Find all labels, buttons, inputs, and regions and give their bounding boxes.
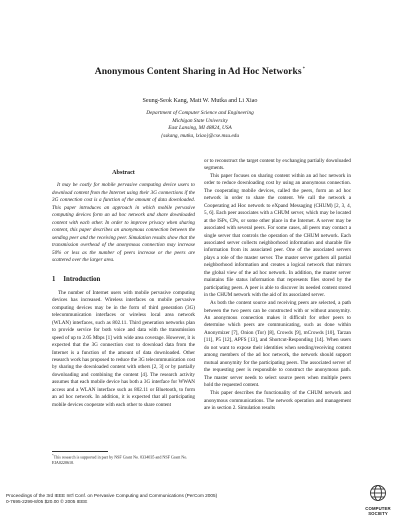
footnote-text: This research is supported in part by NSF Grant No. 0334035 and NSF Grant No. EIA0220610. [52, 454, 188, 465]
body-paragraph: This paper describes the functionality of the CHUM network and anonymous communications. The network operation and management are in section 2. Simulation results [204, 390, 351, 411]
ieee-computer-society-logo [362, 484, 394, 516]
right-column [204, 158, 351, 412]
affiliation-email: {sskang, mutka, lxiao}@cse.msu.edu [161, 133, 239, 140]
footnote-marker: * [52, 453, 54, 457]
ieee-logo-icon [367, 484, 389, 502]
intro-section-number: 1 [52, 276, 56, 284]
proceedings-footer [6, 493, 326, 505]
logo-text-line: SOCIETY [368, 510, 388, 516]
author-list: Seung-Seok Kang, Matt W. Mutka and Li Xiao [142, 98, 258, 104]
proceedings-isbn: 0-7695-2299-8/05 $20.00 © 2005 IEEE [6, 499, 88, 505]
affiliation-university: Michigan State University [172, 117, 228, 124]
affiliation-block [0, 110, 400, 141]
footnote-divider [52, 451, 108, 452]
body-paragraph: or to reconstruct the target content by exchanging partially downloaded segments. [204, 158, 351, 172]
proceedings-title: Proceedings of the 3rd IEEE Int'l Conf. on Pervasive Computing and Communications (PerCom 2005) [6, 493, 218, 498]
logo-text-line: COMPUTER [365, 506, 391, 511]
title-footnote-marker: * [302, 67, 306, 72]
intro-heading [52, 276, 195, 283]
affiliation-department: Department of Computer Science and Engineering [146, 110, 254, 116]
paper-title-text: Anonymous Content Sharing in Ad Hoc Networks [94, 66, 302, 77]
intro-heading-text: Introduction [63, 276, 101, 284]
footnote [52, 453, 195, 466]
intro-paragraph: The number of Internet users with mobile pervasive computing devices has increased. Wireless interfaces on mobile pervasive computing devices may be in the form of third generation (3G) telecommunication interfaces or wireless local area network (WLAN) interfaces, such as 802.11. Third generation networks plan to provide service for both voice and data with the transmission speed of up to 2.05 Mbps [1] with wide area coverage. However, it is expected that the 3G connection cost to download data from the Internet is a function of the amount of data downloaded. Other research work has proposed to reduce the 3G telecommunication cost by sharing the downloaded content with others [2, 3] or by partially downloading and combining the content [4]. The research activity assumes that each mobile device has both a 3G interface for WWAN access and a WLAN interface such as 802.11 or Bluetooth, to form an ad hoc network. In addition, it is expected that all participating mobile devices cooperate with each other to share content [52, 289, 195, 408]
affiliation-address: East Lansing, MI 48824, USA [168, 125, 232, 132]
abstract-text: It may be costly for mobile pervasive computing device users to download content from the Internet using their 3G connections if the 3G connection cost is a function of the amount of data downloaded. This paper introduces an approach in which mobile pervasive computing devices form an ad hoc network and share downloaded content with each other. In order to improve privacy when sharing content, this paper describes an anonymous connection between the sending peer and the receiving peer. Simulation results show that the transmission overhead of the anonymous connection may increase 50% or less as the number of peers increase or the peers are scattered over the larger area. [52, 182, 195, 263]
paper-title [0, 66, 400, 77]
left-column [52, 170, 195, 409]
body-paragraph: As both the content source and receiving peers are selected, a path between the two peers can be constructed with or without anonymity. An anonymous connection makes it difficult for other peers to determine which peers are communicating, such as done within Anonymizer [7], Onion (Tor) [8], Crowds [9], mCrowds [10], Tarzan [11], P5 [12], APFS [13], and Shortcut-Responding [14]. When users do not want to expose their identities when sending/receiving content among members of the ad hoc network, the network should support mutual anonymity for the participating peers. The associated server of the requesting peer is responsible to construct the anonymous path. The master server needs to select source peers when multiple peers hold the requested content. [204, 300, 351, 389]
abstract-heading: Abstract [112, 170, 135, 176]
body-paragraph: This paper focuses on sharing content within an ad hoc network in order to reduce downloading cost by using an anonymous connection. The cooperating mobile devices, called the peers, form an ad hoc network in order to share the content. We call the network a Cooperating ad Hoc network to eXpand Messaging (CHUM) [2, 3, 4, 5, 6]. Each peer associates with a CHUM server, which may be located at the ISPs, CPs, or some other place in the Internet. A server may be associated with several peers. For some cases, all peers may contact a single server that controls the operation of the CHUM network. Each associated server collects neighborhood information and sharable file information from its associated peer. One of the associated servers plays a role of the master server. The master server gathers all partial neighborhood information and creates a logical network that mirrors the global view of the ad hoc network. In addition, the master server maintains file status information that represents files stored by the participating peers. A peer is able to discover its needed content stored in the CHUM network with the aid of its associated server. [204, 172, 351, 299]
